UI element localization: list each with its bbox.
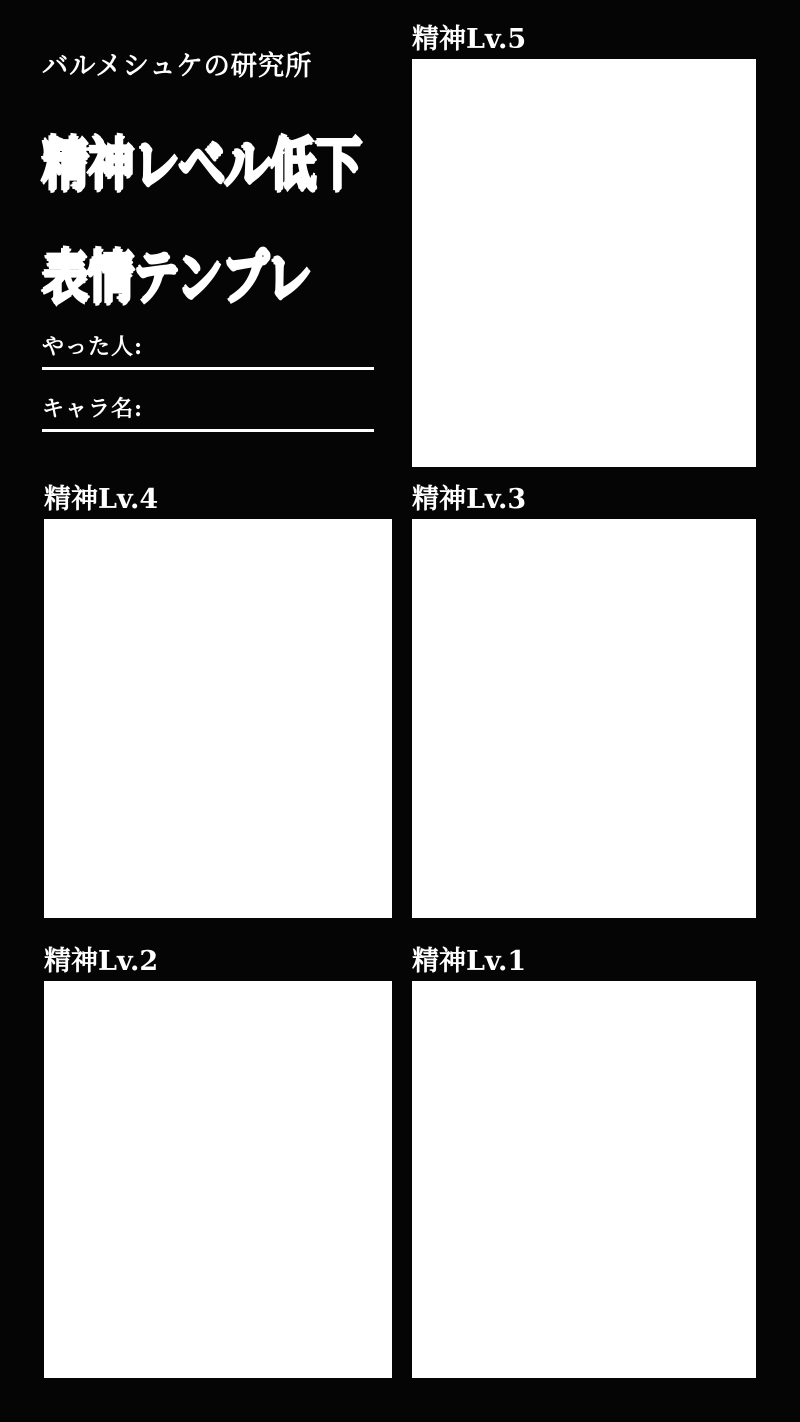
field-author-input[interactable] (42, 367, 374, 370)
panel-lv5 (412, 26, 756, 467)
panel-lv5-drawing-area[interactable] (412, 59, 756, 467)
title-line-2: 表情テンプレ (42, 244, 312, 312)
panel-lv1-label: 精神Lv.1 (412, 946, 527, 977)
panel-lv3-drawing-area[interactable] (412, 519, 756, 918)
field-character-name-input[interactable] (42, 429, 374, 432)
panel-lv3 (412, 486, 756, 918)
panel-lv2 (44, 948, 392, 1378)
field-character-name (42, 392, 374, 432)
field-character-name-label: キャラ名: (42, 395, 144, 422)
header-info-block (42, 52, 392, 432)
panel-lv2-drawing-area[interactable] (44, 981, 392, 1378)
panel-lv1 (412, 948, 756, 1378)
panel-lv4 (44, 486, 392, 918)
field-author (42, 330, 374, 370)
field-author-label: やった人: (42, 333, 144, 360)
panel-lv5-label: 精神Lv.5 (412, 24, 527, 55)
panel-lv4-label: 精神Lv.4 (44, 484, 159, 515)
panel-lv3-label: 精神Lv.3 (412, 484, 527, 515)
panel-lv4-drawing-area[interactable] (44, 519, 392, 918)
panel-lv1-drawing-area[interactable] (412, 981, 756, 1378)
panel-lv2-label: 精神Lv.2 (44, 946, 159, 977)
studio-name: バルメシュケの研究所 (42, 51, 313, 82)
title-line-1: 精神レベル低下 (42, 131, 361, 199)
